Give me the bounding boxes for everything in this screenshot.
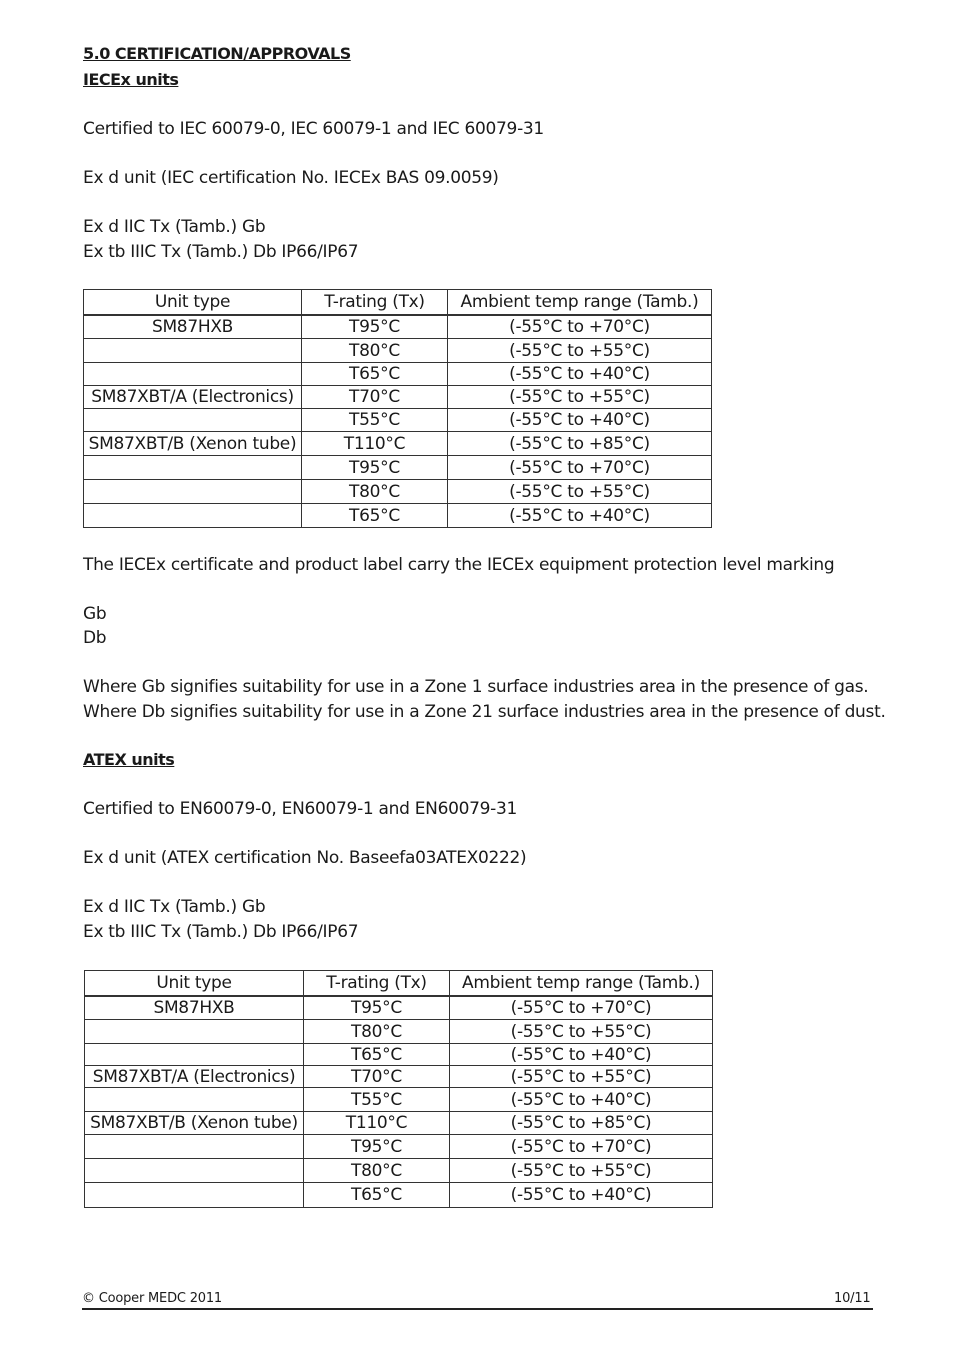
unit-type-cell bbox=[85, 1088, 304, 1112]
table-header-cell: Ambient temp range (Tamb.) bbox=[450, 971, 713, 996]
unit-type-cell bbox=[85, 1020, 304, 1044]
t-rating-cell: T110°C bbox=[304, 1112, 450, 1135]
t-rating-cell: T95°C bbox=[302, 315, 448, 339]
table-row bbox=[85, 1159, 713, 1183]
table-row bbox=[84, 409, 712, 432]
t-rating-cell: T80°C bbox=[302, 480, 448, 504]
db-description: Where Db signifies suitability for use in a Zone 21 surface industries area in the presence of dust. bbox=[83, 702, 886, 722]
ambient-range-cell: (-55°C to +40°C) bbox=[448, 363, 712, 386]
table-row bbox=[85, 1135, 713, 1159]
ambient-range-cell: (-55°C to +70°C) bbox=[450, 996, 713, 1020]
t-rating-cell: T80°C bbox=[302, 339, 448, 363]
atex-marking-dust: Ex tb IIIC Tx (Tamb.) Db IP66/IP67 bbox=[83, 922, 359, 942]
unit-type-cell bbox=[84, 480, 302, 504]
t-rating-cell: T80°C bbox=[304, 1159, 450, 1183]
table-row bbox=[84, 504, 712, 528]
epl-gb: Gb bbox=[83, 604, 107, 624]
table-row bbox=[84, 315, 712, 339]
atex-certified-to: Certified to EN60079-0, EN60079-1 and EN60079-31 bbox=[83, 799, 518, 819]
unit-type-cell bbox=[84, 409, 302, 432]
ambient-range-cell: (-55°C to +55°C) bbox=[450, 1020, 713, 1044]
table-header-cell: T-rating (Tx) bbox=[304, 971, 450, 996]
t-rating-cell: T55°C bbox=[304, 1088, 450, 1112]
iecex-temperature-table bbox=[83, 289, 712, 528]
ambient-range-cell: (-55°C to +70°C) bbox=[448, 315, 712, 339]
table-row bbox=[84, 456, 712, 480]
t-rating-cell: T70°C bbox=[304, 1066, 450, 1088]
t-rating-cell: T80°C bbox=[304, 1020, 450, 1044]
table-header-cell: Ambient temp range (Tamb.) bbox=[448, 290, 712, 315]
unit-type-cell bbox=[85, 1159, 304, 1183]
ambient-range-cell: (-55°C to +40°C) bbox=[448, 409, 712, 432]
table-row bbox=[85, 996, 713, 1020]
table-header-cell: T-rating (Tx) bbox=[302, 290, 448, 315]
ambient-range-cell: (-55°C to +55°C) bbox=[448, 480, 712, 504]
ambient-range-cell: (-55°C to +40°C) bbox=[448, 504, 712, 528]
t-rating-cell: T70°C bbox=[302, 386, 448, 409]
unit-type-cell bbox=[84, 456, 302, 480]
ambient-range-cell: (-55°C to +40°C) bbox=[450, 1088, 713, 1112]
table-row bbox=[84, 339, 712, 363]
t-rating-cell: T95°C bbox=[302, 456, 448, 480]
ambient-range-cell: (-55°C to +55°C) bbox=[448, 339, 712, 363]
atex-marking-gas: Ex d IIC Tx (Tamb.) Gb bbox=[83, 897, 266, 917]
table-header-cell: Unit type bbox=[84, 290, 302, 315]
footer-page-number: 10/11 bbox=[834, 1291, 871, 1306]
table-header-row bbox=[84, 290, 712, 315]
ambient-range-cell: (-55°C to +55°C) bbox=[448, 386, 712, 409]
table-row bbox=[85, 1066, 713, 1088]
t-rating-cell: T65°C bbox=[302, 363, 448, 386]
table-row bbox=[84, 432, 712, 456]
iecex-heading: IECEx units bbox=[83, 70, 179, 89]
ambient-range-cell: (-55°C to +40°C) bbox=[450, 1044, 713, 1066]
table-row bbox=[85, 1183, 713, 1208]
unit-type-cell: SM87XBT/B (Xenon tube) bbox=[84, 432, 302, 456]
epl-intro: The IECEx certificate and product label carry the IECEx equipment protection level marking bbox=[83, 555, 835, 575]
atex-heading: ATEX units bbox=[83, 750, 175, 769]
t-rating-cell: T110°C bbox=[302, 432, 448, 456]
unit-type-cell: SM87HXB bbox=[84, 315, 302, 339]
unit-type-cell bbox=[85, 1135, 304, 1159]
unit-type-cell: SM87HXB bbox=[85, 996, 304, 1020]
ambient-range-cell: (-55°C to +55°C) bbox=[450, 1159, 713, 1183]
table-header-cell: Unit type bbox=[85, 971, 304, 996]
ambient-range-cell: (-55°C to +55°C) bbox=[450, 1066, 713, 1088]
iecex-table-body bbox=[84, 290, 712, 528]
t-rating-cell: T95°C bbox=[304, 1135, 450, 1159]
t-rating-cell: T65°C bbox=[302, 504, 448, 528]
iecex-cert-number: Ex d unit (IEC certification No. IECEx BAS 09.0059) bbox=[83, 168, 499, 188]
unit-type-cell bbox=[84, 339, 302, 363]
unit-type-cell: SM87XBT/A (Electronics) bbox=[84, 386, 302, 409]
table-row bbox=[84, 386, 712, 409]
iecex-certified-to: Certified to IEC 60079-0, IEC 60079-1 and IEC 60079-31 bbox=[83, 119, 544, 139]
ambient-range-cell: (-55°C to +70°C) bbox=[448, 456, 712, 480]
atex-cert-number: Ex d unit (ATEX certification No. Baseefa03ATEX0222) bbox=[83, 848, 527, 868]
t-rating-cell: T95°C bbox=[304, 996, 450, 1020]
ambient-range-cell: (-55°C to +40°C) bbox=[450, 1183, 713, 1208]
ambient-range-cell: (-55°C to +85°C) bbox=[448, 432, 712, 456]
section-heading: 5.0 CERTIFICATION/APPROVALS bbox=[83, 44, 351, 63]
unit-type-cell: SM87XBT/A (Electronics) bbox=[85, 1066, 304, 1088]
epl-db: Db bbox=[83, 628, 107, 648]
footer-copyright: © Cooper MEDC 2011 bbox=[82, 1291, 222, 1306]
t-rating-cell: T65°C bbox=[304, 1044, 450, 1066]
unit-type-cell: SM87XBT/B (Xenon tube) bbox=[85, 1112, 304, 1135]
t-rating-cell: T55°C bbox=[302, 409, 448, 432]
t-rating-cell: T65°C bbox=[304, 1183, 450, 1208]
iecex-marking-gas: Ex d IIC Tx (Tamb.) Gb bbox=[83, 217, 266, 237]
table-row bbox=[85, 1044, 713, 1066]
unit-type-cell bbox=[84, 363, 302, 386]
table-row bbox=[85, 1112, 713, 1135]
unit-type-cell bbox=[84, 504, 302, 528]
table-row bbox=[85, 1020, 713, 1044]
gb-description: Where Gb signifies suitability for use in a Zone 1 surface industries area in the presence of gas. bbox=[83, 677, 869, 697]
unit-type-cell bbox=[85, 1183, 304, 1208]
table-row bbox=[84, 480, 712, 504]
atex-temperature-table bbox=[84, 970, 713, 1208]
table-row bbox=[84, 363, 712, 386]
unit-type-cell bbox=[85, 1044, 304, 1066]
table-row bbox=[85, 1088, 713, 1112]
footer-rule bbox=[82, 1308, 873, 1310]
ambient-range-cell: (-55°C to +85°C) bbox=[450, 1112, 713, 1135]
atex-table-body bbox=[85, 971, 713, 1208]
ambient-range-cell: (-55°C to +70°C) bbox=[450, 1135, 713, 1159]
table-header-row bbox=[85, 971, 713, 996]
iecex-marking-dust: Ex tb IIIC Tx (Tamb.) Db IP66/IP67 bbox=[83, 242, 359, 262]
